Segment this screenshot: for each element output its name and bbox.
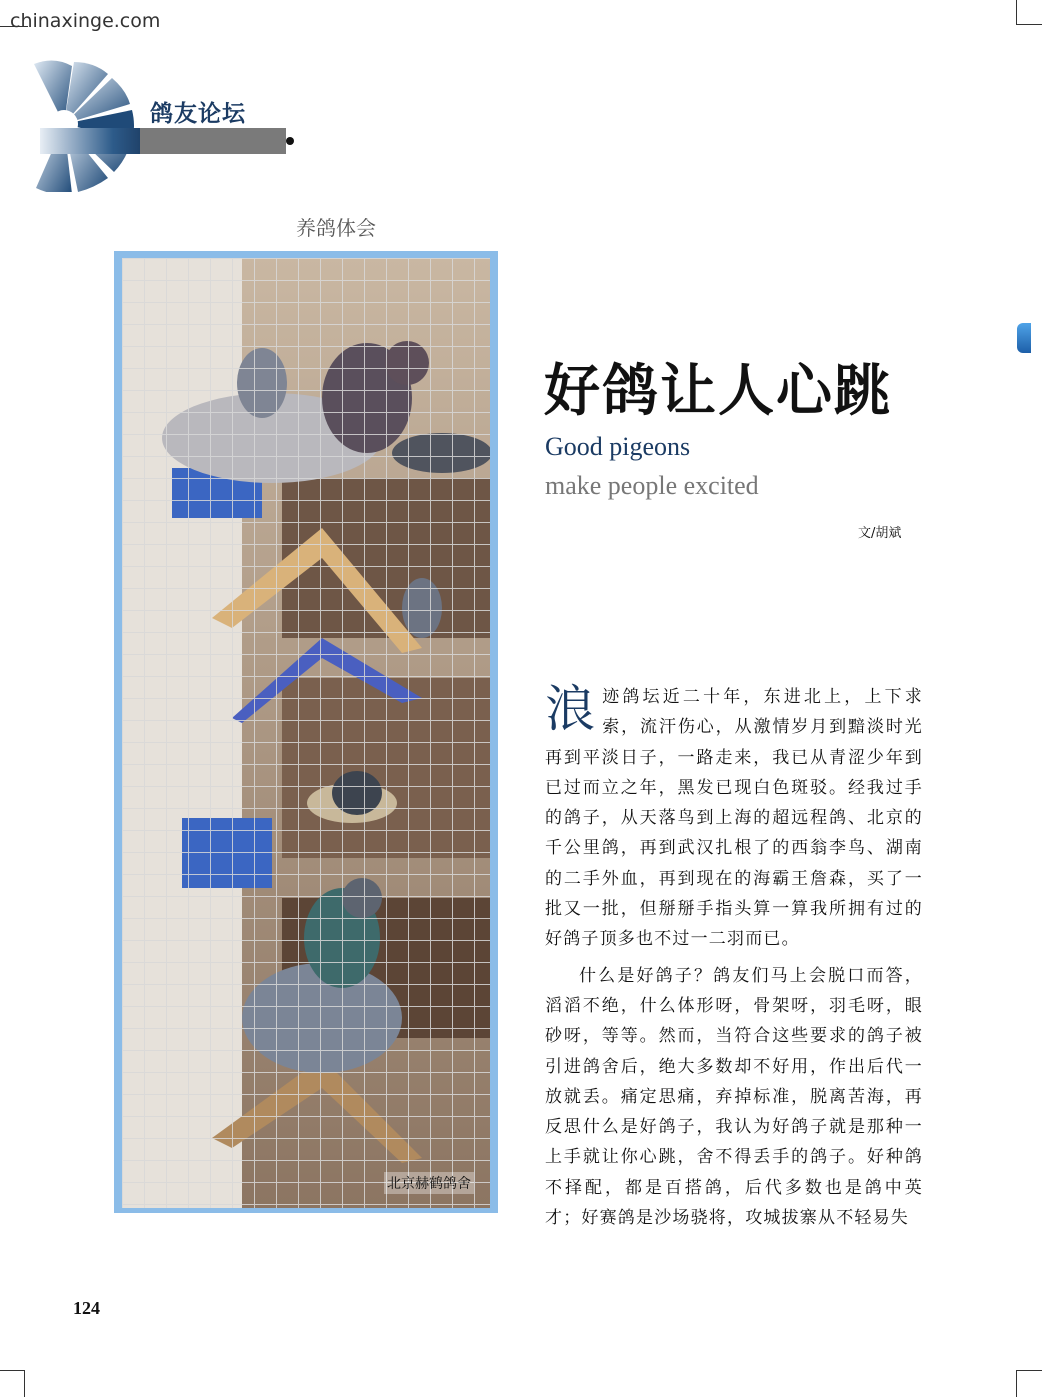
crop-mark-bottom-left (0, 1370, 25, 1397)
page-number: 124 (73, 1298, 100, 1318)
side-tab-marker (1017, 323, 1031, 353)
photo-illustration (122, 258, 490, 1208)
drop-cap: 浪 (545, 680, 597, 738)
header-bar-gradient (40, 128, 144, 154)
pigeon-loft-photo (122, 258, 490, 1208)
article-body (545, 682, 923, 1233)
paragraph-1-text: 迹鸽坛近二十年，东进北上，上下求索，流汗伤心，从激情岁月到黯淡时光再到平淡日子，一路走来，我已从青涩少年到已过而立之年，黑发已现白色斑驳。经我过手的鸽子，从天落鸟到上海的超远程鸽、北京的千公里鸽，再到武汉扎根了的西翁李鸟、湖南的二手外血，再到现在的海霸王詹森，买了一批又一批，但掰掰手指头算一算我所拥有过的好鸽子顶多也不过一二羽而已。 (545, 687, 923, 950)
article-title: 好鸽让人心跳 (544, 358, 892, 424)
photo-caption: 北京赫鹤鸽舍 (384, 1172, 474, 1194)
crop-mark-top-right (1016, 0, 1042, 25)
crop-mark-bottom-right (1016, 1370, 1042, 1397)
subheading: 养鸽体会 (296, 216, 376, 240)
header-bar-gray (140, 128, 286, 154)
paragraph-1 (545, 682, 923, 955)
section-label: 鸽友论坛 (150, 100, 246, 127)
article-title-en-line2: make people excited (545, 471, 759, 500)
paragraph-2: 什么是好鸽子？鸽友们马上会脱口而答，滔滔不绝，什么体形呀，骨架呀，羽毛呀，眼砂呀，等等。然而，当符合这些要求的鸽子被引进鸽舍后，绝大多数却不好用，作出后代一放就丢。痛定思痛，弃掉标准，脱离苦海，再反思什么是好鸽子，我认为好鸽子就是那种一上手就让你心跳，舍不得丢手的鸽子。好种鸽不择配，都是百搭鸽，后代多数也是鸽中英才；好赛鸽是沙场骁将，攻城拔寨从不轻易失 (545, 965, 923, 1229)
watermark: chinaxinge.com (10, 10, 161, 32)
article-byline: 文/胡斌 (858, 526, 902, 541)
article-title-en-line1: Good pigeons (545, 432, 691, 461)
